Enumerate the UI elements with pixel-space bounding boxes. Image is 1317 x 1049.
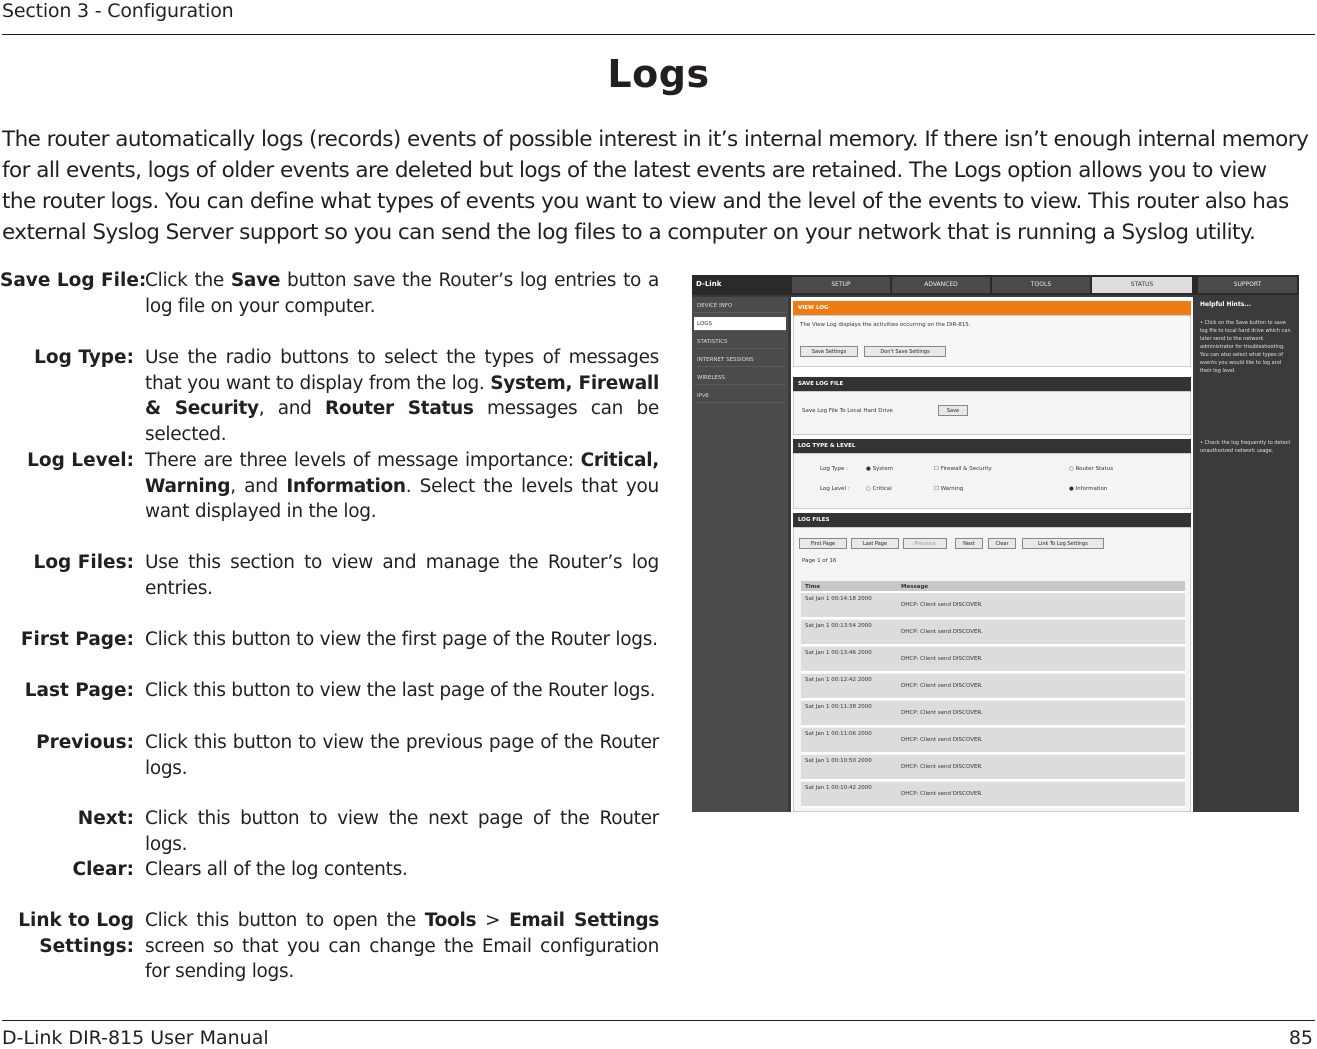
definition-term: Previous: xyxy=(36,732,134,753)
radio-critical[interactable]: ○ Critical xyxy=(866,486,892,492)
text-run: Click this button to view the previous page of the Router logs. xyxy=(145,732,659,779)
definition-term: Link to Log Settings: xyxy=(18,910,134,957)
table-row xyxy=(801,755,1185,781)
text-run: messages can be selected. xyxy=(145,398,659,445)
next-button[interactable]: Next xyxy=(955,538,983,549)
page-title: Logs xyxy=(607,52,710,96)
definition-desc xyxy=(145,730,659,781)
bold-term: Critical, Warning xyxy=(145,450,659,497)
definition-desc xyxy=(145,448,659,525)
definition-desc xyxy=(145,550,659,601)
text-run: Click this button to view the first page of the Router logs. xyxy=(145,629,658,650)
log-type-label: Log Type : xyxy=(820,466,848,472)
text-run: There are three levels of message importance: xyxy=(145,450,581,471)
view-log-header: VIEW LOG xyxy=(793,301,1191,315)
help-text: • Check the log frequently to detect unauthorized network usage. xyxy=(1200,440,1291,454)
tab-setup[interactable]: SETUP xyxy=(792,277,890,293)
definition-desc xyxy=(145,678,659,704)
cell-message: DHCP: Client send DISCOVER. xyxy=(901,791,983,797)
cell-time: Sat Jan 1 00:13:54 2000 xyxy=(805,623,872,629)
footer-manual: D-Link DIR-815 User Manual xyxy=(2,1027,269,1049)
definition-term: Save Log File: xyxy=(0,270,147,291)
text-run: > xyxy=(476,910,510,931)
text-run: Click the xyxy=(145,270,231,291)
table-row xyxy=(801,620,1185,646)
view-log-box xyxy=(793,315,1191,367)
cell-time: Sat Jan 1 00:10:42 2000 xyxy=(805,785,872,791)
link-to-log-settings-button[interactable]: Link To Log Settings xyxy=(1022,538,1104,549)
cell-message: DHCP: Client send DISCOVER. xyxy=(901,764,983,770)
tab-advanced[interactable]: ADVANCED xyxy=(892,277,990,293)
screenshot-sidebar xyxy=(692,297,788,812)
router-screenshot xyxy=(692,275,1299,812)
page-indicator: Page 1 of 16 xyxy=(802,558,837,564)
definition-desc xyxy=(145,857,659,883)
last-page-button[interactable]: Last Page xyxy=(851,538,899,549)
log-files-header: LOG FILES xyxy=(793,513,1191,527)
footer-rule xyxy=(2,1020,1315,1021)
sidebar-item-internet-sessions[interactable]: INTERNET SESSIONS xyxy=(694,353,786,367)
screenshot-topbar xyxy=(692,275,1299,295)
save-log-box xyxy=(793,391,1191,435)
cell-time: Sat Jan 1 00:11:06 2000 xyxy=(805,731,872,737)
intro-line: The router automatically logs (records) events of possible interest in it’s internal memory. If there isn’t enough internal memory xyxy=(2,127,1309,152)
cell-message: DHCP: Client send DISCOVER. xyxy=(901,656,983,662)
text-run: , and xyxy=(258,398,325,419)
cell-message: DHCP: Client send DISCOVER. xyxy=(901,629,983,635)
intro-line: the router logs. You can define what types of events you want to view and the level of the events to view. This router also has xyxy=(2,189,1289,214)
sidebar-item-ipv6[interactable]: IPv6 xyxy=(694,389,786,403)
definition-term: Log Files: xyxy=(33,552,134,573)
definition-desc xyxy=(145,806,659,857)
bold-term: Router Status xyxy=(324,398,474,419)
first-page-button[interactable]: First Page xyxy=(799,538,847,549)
text-run: Click this button to view the last page of the Router logs. xyxy=(145,680,656,701)
bold-term: Email Settings xyxy=(509,910,659,931)
dlink-logo: D-Link xyxy=(696,280,722,288)
checkbox-firewall[interactable]: ☐ Firewall & Security xyxy=(934,466,992,472)
dont-save-settings-button[interactable]: Don't Save Settings xyxy=(864,346,946,357)
definition-desc xyxy=(145,908,659,985)
sidebar-item-statistics[interactable]: STATISTICS xyxy=(694,335,786,349)
intro-line: for all events, logs of older events are deleted but logs of the latest events are retained. The Logs option allows you to view xyxy=(2,158,1267,183)
sidebar-item-wireless[interactable]: WIRELESS xyxy=(694,371,786,385)
cell-time: Sat Jan 1 00:12:42 2000 xyxy=(805,677,872,683)
text-run: Use this section to view and manage the Router’s log entries. xyxy=(145,552,659,599)
log-type-header: LOG TYPE & LEVEL xyxy=(793,439,1191,453)
help-title: Helpful Hints... xyxy=(1200,301,1252,308)
previous-button[interactable]: Previous xyxy=(903,538,947,549)
log-type-box xyxy=(793,453,1191,509)
tab-tools[interactable]: TOOLS xyxy=(992,277,1090,293)
table-row xyxy=(801,593,1185,619)
definition-term: Log Level: xyxy=(27,450,134,471)
sidebar-item-device-info[interactable]: DEVICE INFO xyxy=(694,299,786,313)
cell-message: DHCP: Client send DISCOVER. xyxy=(901,602,983,608)
text-run: . Select the levels that you want displayed in the log. xyxy=(145,475,659,522)
save-settings-button[interactable]: Save Settings xyxy=(800,346,858,357)
definition-term: Log Type: xyxy=(34,347,134,368)
text-run: Clears all of the log contents. xyxy=(145,859,408,880)
radio-information[interactable]: ● Information xyxy=(1069,486,1108,492)
table-row xyxy=(801,647,1185,673)
definition-term: Last Page: xyxy=(24,680,134,701)
radio-router-status[interactable]: ○ Router Status xyxy=(1069,466,1114,472)
text-run: , and xyxy=(230,475,287,497)
bold-term: Tools xyxy=(424,910,477,931)
definition-term: Next: xyxy=(77,808,134,829)
cell-time: Sat Jan 1 00:13:46 2000 xyxy=(805,650,872,656)
table-row xyxy=(801,701,1185,727)
cell-time: Sat Jan 1 00:14:18 2000 xyxy=(805,596,872,602)
definition-desc xyxy=(145,627,659,653)
save-log-button[interactable]: Save xyxy=(938,405,968,416)
save-log-text: Save Log File To Local Hard Drive xyxy=(802,408,893,414)
help-panel xyxy=(1196,297,1299,812)
bold-term: Information xyxy=(286,475,406,497)
cell-message: DHCP: Client send DISCOVER. xyxy=(901,710,983,716)
text-run: Click this button to open the xyxy=(145,910,425,931)
save-log-header: SAVE LOG FILE xyxy=(793,377,1191,391)
text-run: Click this button to view the next page of the Router logs. xyxy=(145,808,659,855)
bold-term: System, Firewall & Security xyxy=(145,372,660,419)
bold-term: Save xyxy=(230,270,281,291)
col-time: Time xyxy=(805,584,821,590)
text-run: Use the radio buttons to select the types of messages that you want to display from the log. xyxy=(145,347,659,394)
text-run: button save the Router’s log entries to a log file on your computer. xyxy=(145,270,659,317)
tab-support[interactable]: SUPPORT xyxy=(1198,277,1297,293)
sidebar-item-logs[interactable]: LOGS xyxy=(694,317,786,331)
cell-message: DHCP: Client send DISCOVER. xyxy=(901,737,983,743)
table-header xyxy=(801,581,1185,593)
tab-status[interactable]: STATUS xyxy=(1092,277,1192,293)
definition-term: First Page: xyxy=(20,629,134,650)
view-log-text: The View Log displays the activities occurring on the DIR-815. xyxy=(800,322,971,328)
page-number: 85 xyxy=(1288,1027,1313,1049)
intro-paragraph xyxy=(2,124,1316,248)
log-level-label: Log Level : xyxy=(820,486,850,492)
help-text: • Click on the Save button to save log file to local hard drive which can later send to the network administrator for troubleshooting. You can also select what types of events you would like to log and their log level. xyxy=(1200,320,1291,374)
intro-line: external Syslog Server support so you can send the log files to a computer on your network that is running a Syslog utility. xyxy=(2,220,1256,245)
definition-desc xyxy=(145,268,659,319)
clear-button[interactable]: Clear xyxy=(988,538,1016,549)
checkbox-warning[interactable]: ☐ Warning xyxy=(934,486,964,492)
section-label: Section 3 - Configuration xyxy=(2,0,234,22)
text-run: screen so that you can change the Email configuration for sending logs. xyxy=(145,935,659,982)
header-rule xyxy=(2,34,1315,35)
definition-term: Clear: xyxy=(72,859,134,880)
radio-system[interactable]: ● System xyxy=(866,466,894,472)
table-row xyxy=(801,728,1185,754)
table-row xyxy=(801,782,1185,808)
cell-message: DHCP: Client send DISCOVER. xyxy=(901,683,983,689)
cell-time: Sat Jan 1 00:10:50 2000 xyxy=(805,758,872,764)
table-row xyxy=(801,674,1185,700)
cell-time: Sat Jan 1 00:11:38 2000 xyxy=(805,704,872,710)
definition-desc xyxy=(145,345,659,447)
col-message: Message xyxy=(901,584,929,590)
